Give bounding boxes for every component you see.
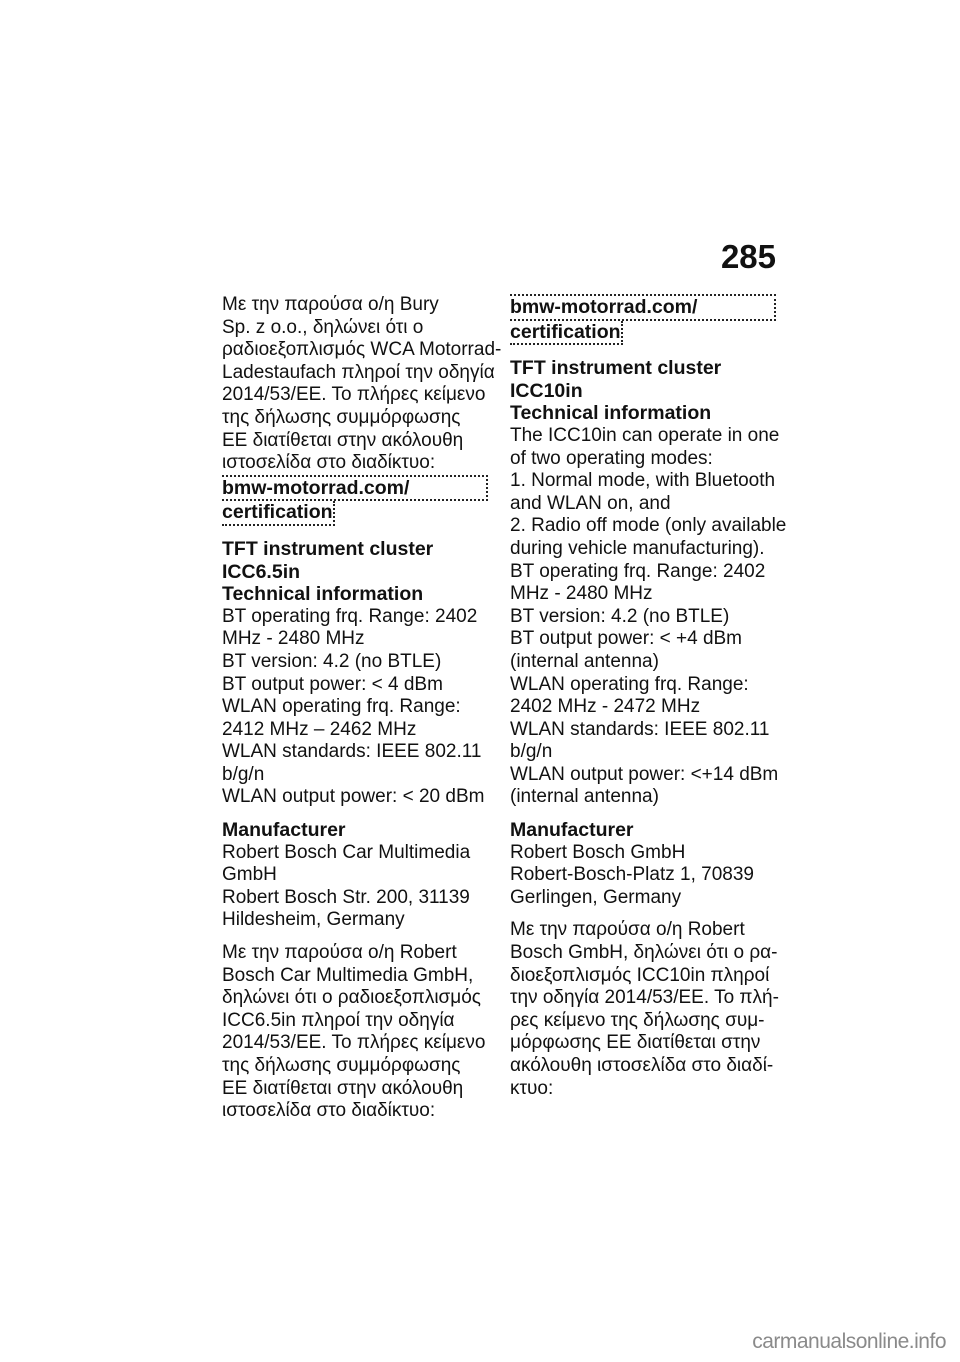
manufacturer-heading: Manufacturer [222,819,346,842]
link-line-2[interactable]: certification [510,321,623,346]
watermark: carmanualsonline.info [752,1330,946,1353]
text-line: ιστοσελίδα στο διαδίκτυο: [222,1100,436,1122]
spec-line: (internal antenna) [510,786,659,808]
text-line: Με την παρούσα ο/η Bury [222,294,439,315]
text-line: ICC6.5in πληροί την οδηγία [222,1009,455,1031]
icc10-specs [510,424,787,809]
text-line: δηλώνει ότι ο ραδιοεξοπλισμός [222,987,481,1009]
title-line: ICC10in [510,379,583,402]
manufacturer-address [222,842,494,932]
spec-line: BT version: 4.2 (no BTLE) [510,605,730,627]
text-line: ΕΕ διατίθεται στην ακόλουθη [222,429,464,451]
address-line: Robert-Bosch-Platz 1, 70839 [510,864,754,886]
spec-line: b/g/n [510,741,553,763]
spec-line: MHz - 2480 MHz [222,628,365,650]
text-line: Sp. z o.o., δηλώνει ότι ο [222,316,424,338]
technical-info-heading: Technical information [510,402,712,425]
spec-line: during vehicle manufacturing). [510,537,765,559]
address-line: Robert Bosch GmbH [510,841,686,863]
spec-line: 2402 MHz - 2472 MHz [510,696,701,718]
text-line: Με την παρούσα ο/η Robert [510,919,745,941]
text-line: Bosch GmbH, δηλώνει ότι ο ρα- [510,942,778,964]
spec-line: and WLAN on, and [510,492,671,514]
spec-line: (internal antenna) [510,650,659,672]
manufacturer-address [510,842,782,910]
spec-line: WLAN operating frq. Range: [510,673,749,695]
spec-line: The ICC10in can operate in one [510,424,780,446]
spec-line: of two operating modes: [510,447,713,469]
bosch-declaration [510,919,782,1100]
spec-line: BT output power: < +4 dBm [510,628,743,650]
spec-line: BT operating frq. Range: 2402 [510,560,766,582]
section-title-icc65 [222,538,494,583]
certification-link[interactable] [222,475,488,526]
text-line: την οδηγία 2014/53/ΕΕ. Το πλή- [510,987,779,1009]
text-line: της δήλωσης συμμόρφωσης [222,1055,461,1076]
address-line: GmbH [222,864,277,886]
link-line-1[interactable]: bmw-motorrad.com/ [510,294,776,321]
text-line: Ladestaufach πληροί την οδηγία [222,361,495,383]
text-line: μόρφωσης ΕΕ διατίθεται στην [510,1032,761,1054]
spec-line: WLAN output power: < 20 dBm [222,786,485,808]
text-line: Με την παρούσα ο/η Robert [222,942,457,964]
spec-line: BT version: 4.2 (no BTLE) [222,650,442,672]
text-line: κτυο: [510,1077,554,1099]
link-line-1[interactable]: bmw-motorrad.com/ [222,475,488,502]
spec-line: 2. Radio off mode (only available [510,515,787,537]
spec-line: BT output power: < 4 dBm [222,673,443,695]
icc65-specs [222,606,494,809]
spec-line: 2412 MHz – 2462 MHz [222,718,417,740]
spec-line: 1. Normal mode, with Bluetooth [510,470,776,492]
address-line: Hildesheim, Germany [222,909,405,931]
certification-link[interactable] [510,294,776,345]
spec-line: WLAN output power: <+14 dBm [510,763,779,785]
address-line: Robert Bosch Str. 200, 31139 [222,886,470,908]
link-line-2[interactable]: certification [222,501,335,526]
text-line: ακόλουθη ιστοσελίδα στο διαδί- [510,1055,774,1076]
spec-line: MHz - 2480 MHz [510,583,653,605]
technical-info-heading: Technical information [222,583,424,606]
spec-line: WLAN operating frq. Range: [222,696,461,718]
bury-declaration [222,294,502,475]
text-line: ραδιοεξοπλισμός WCA Motorrad- [222,339,502,361]
bosch-cm-declaration [222,942,494,1123]
text-line: 2014/53/ΕΕ. Το πλήρες κείμενο [222,384,486,406]
text-line: ΕΕ διατίθεται στην ακόλουθη [222,1077,464,1099]
text-line: διοεξοπλισμός ICC10in πληροί [510,964,770,986]
right-column [510,294,787,1100]
title-line: TFT instrument cluster [222,537,434,560]
text-line: 2014/53/ΕΕ. Το πλήρες κείμενο [222,1032,486,1054]
spec-line: b/g/n [222,763,265,785]
title-line: ICC6.5in [222,560,301,583]
manufacturer-heading: Manufacturer [510,819,634,842]
text-line: ιστοσελίδα στο διαδίκτυο: [222,452,436,474]
text-line: της δήλωσης συμμόρφωσης [222,406,461,428]
text-line: Bosch Car Multimedia GmbH, [222,964,474,986]
page-number: 285 [720,238,776,275]
title-line: TFT instrument cluster [510,357,722,380]
text-line: ρες κείμενο της δήλωσης συμ- [510,1009,765,1031]
address-line: Robert Bosch Car Multimedia [222,841,471,863]
left-column [222,294,502,1123]
spec-line: WLAN standards: IEEE 802.11 [510,718,770,740]
spec-line: BT operating frq. Range: 2402 [222,605,478,627]
address-line: Gerlingen, Germany [510,886,682,908]
spec-line: WLAN standards: IEEE 802.11 [222,741,482,763]
section-title-icc10 [510,357,782,402]
